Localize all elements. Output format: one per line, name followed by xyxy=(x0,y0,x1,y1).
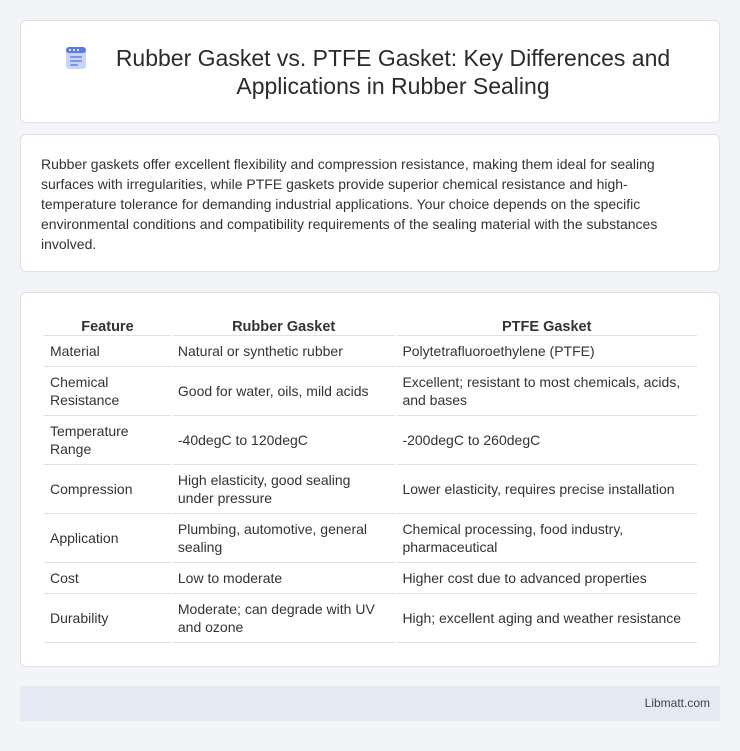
feature-cell: Material xyxy=(44,336,171,367)
ptfe-cell: -200degC to 260degC xyxy=(397,416,697,465)
intro-paragraph: Rubber gaskets offer excellent flexibility and compression resistance, making them ideal for sealing surfaces with irregularities, while PTFE gaskets provide superior chemical resistance and high-temperature tolerance for demanding industrial applications. Your choice depends on the specific environmental conditions and compatibility requirements of the sealing material with the substances involved. xyxy=(41,156,658,252)
table-row xyxy=(44,594,697,643)
feature-cell: Compression xyxy=(44,465,171,514)
ptfe-cell: High; excellent aging and weather resistance xyxy=(397,594,697,643)
table-row xyxy=(44,563,697,594)
ptfe-cell: Chemical processing, food industry, pharmaceutical xyxy=(397,514,697,563)
rubber-cell: Plumbing, automotive, general sealing xyxy=(173,514,396,563)
rubber-cell: Low to moderate xyxy=(173,563,396,594)
ptfe-cell: Polytetrafluoroethylene (PTFE) xyxy=(397,336,697,367)
rubber-cell: High elasticity, good sealing under pressure xyxy=(173,465,396,514)
comparison-card xyxy=(20,292,720,667)
rubber-cell: Good for water, oils, mild acids xyxy=(173,367,396,416)
header-rubber-gasket: Rubber Gasket xyxy=(173,314,396,336)
footer-brand-link[interactable]: Libmatt.com xyxy=(644,696,710,710)
comparison-table xyxy=(42,314,699,643)
feature-cell: Durability xyxy=(44,594,171,643)
table-row xyxy=(44,336,697,367)
page-title: Rubber Gasket vs. PTFE Gasket: Key Differences and Applications in Rubber Sealing xyxy=(115,44,671,99)
table-row xyxy=(44,367,697,416)
ptfe-cell: Excellent; resistant to most chemicals, acids, and bases xyxy=(397,367,697,416)
header-card xyxy=(20,20,720,123)
feature-cell: Application xyxy=(44,514,171,563)
table-row xyxy=(44,416,697,465)
table-header-row xyxy=(44,314,697,336)
table-row xyxy=(44,465,697,514)
header xyxy=(21,21,719,122)
header-feature: Feature xyxy=(44,314,171,336)
footer xyxy=(20,686,720,721)
rubber-cell: Moderate; can degrade with UV and ozone xyxy=(173,594,396,643)
intro-card xyxy=(20,134,720,272)
feature-cell: Temperature Range xyxy=(44,416,171,465)
document-icon xyxy=(62,44,90,72)
ptfe-cell: Higher cost due to advanced properties xyxy=(397,563,697,594)
rubber-cell: Natural or synthetic rubber xyxy=(173,336,396,367)
table-row xyxy=(44,514,697,563)
rubber-cell: -40degC to 120degC xyxy=(173,416,396,465)
feature-cell: Chemical Resistance xyxy=(44,367,171,416)
feature-cell: Cost xyxy=(44,563,171,594)
ptfe-cell: Lower elasticity, requires precise installation xyxy=(397,465,697,514)
header-ptfe-gasket: PTFE Gasket xyxy=(397,314,697,336)
